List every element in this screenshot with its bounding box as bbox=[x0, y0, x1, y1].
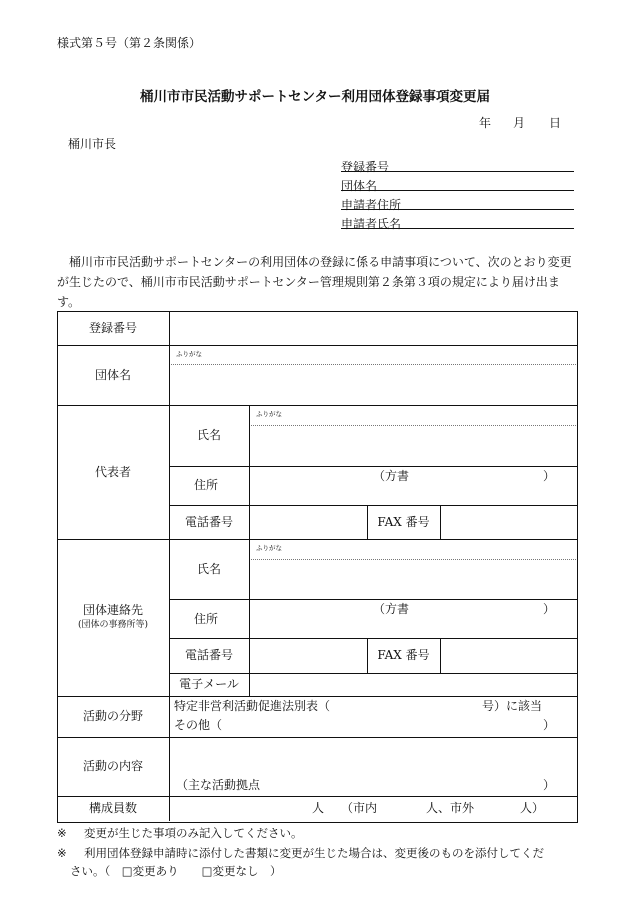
main-base-close: ） bbox=[543, 778, 556, 792]
contact-email-input[interactable] bbox=[250, 674, 576, 696]
npo-law-suffix: 号）に該当 bbox=[482, 699, 543, 713]
other-field-input[interactable] bbox=[228, 717, 538, 735]
contact-email-label: 電子メール bbox=[179, 677, 239, 691]
representative-kata-label: （方書 bbox=[373, 469, 410, 483]
contact-phone-label: 電話番号 bbox=[184, 648, 233, 662]
members-city-in-label: （市内 bbox=[341, 801, 378, 815]
representative-label: 代表者 bbox=[94, 464, 131, 479]
note-2-line-1: 利用団体登録申請時に添付した書類に変更が生じた場合は、変更後のものを添付してくだ bbox=[84, 846, 544, 860]
applicant-registration-number-label: 登録番号 bbox=[341, 160, 390, 174]
note-1-mark: ※ bbox=[57, 826, 67, 840]
group-name-input[interactable] bbox=[170, 366, 576, 404]
members-total-unit: 人 bbox=[312, 801, 325, 815]
addressee: 桶川市長 bbox=[68, 137, 117, 151]
contact-sublabel: (団体の事務所等) bbox=[77, 619, 149, 630]
group-name-furigana-label: ふりがな bbox=[176, 350, 202, 358]
activity-content-label: 活動の内容 bbox=[82, 759, 143, 773]
other-field-label: その他（ bbox=[174, 718, 223, 732]
contact-kata-close: ） bbox=[543, 602, 556, 616]
note-2-mark: ※ bbox=[57, 846, 67, 860]
contact-fax-input[interactable] bbox=[441, 639, 576, 673]
contact-name-label: 氏名 bbox=[196, 561, 221, 576]
form-number: 様式第５号（第２条関係） bbox=[57, 36, 202, 50]
registration-number-label: 登録番号 bbox=[88, 320, 137, 335]
contact-furigana-label: ふりがな bbox=[256, 544, 282, 552]
note-2-line-2: さい。（ □変更あり □変更なし ） bbox=[70, 864, 282, 878]
contact-label-cell bbox=[57, 539, 169, 696]
representative-fax-input[interactable] bbox=[441, 506, 576, 539]
applicant-address-label: 申請者住所 bbox=[341, 198, 402, 212]
applicant-registration-number-field[interactable] bbox=[341, 156, 574, 172]
activity-content-input[interactable] bbox=[170, 738, 576, 774]
representative-phone-label: 電話番号 bbox=[184, 514, 233, 529]
representative-furigana-label: ふりがな bbox=[256, 410, 282, 418]
other-field-close: ） bbox=[543, 718, 556, 732]
document-title: 桶川市市民活動サポートセンター利用団体登録事項変更届 bbox=[139, 89, 491, 105]
body-paragraph: 桶川市市民活動サポートセンターの利用団体の登録に係る申請事項について、次のとおり変更が生じたので、桶川市市民活動サポートセンター管理規則第２条第３項の規定により届け出ます。 bbox=[57, 255, 572, 309]
main-base-label: （主な活動拠点 bbox=[176, 778, 261, 792]
applicant-address-field[interactable] bbox=[341, 194, 574, 210]
representative-fax-label: FAX 番号 bbox=[377, 514, 430, 529]
contact-phone-input[interactable] bbox=[250, 639, 366, 673]
contact-label: 団体連絡先 bbox=[82, 602, 143, 617]
npo-law-label: 特定非営利活動促進法別表（ bbox=[174, 699, 331, 713]
npo-law-number-input[interactable] bbox=[340, 698, 478, 715]
registration-number-input[interactable] bbox=[170, 312, 576, 345]
group-name-label: 団体名 bbox=[94, 367, 131, 382]
date-year: 年 bbox=[479, 116, 492, 130]
date-month: 月 bbox=[513, 116, 526, 130]
members-total-input[interactable] bbox=[180, 798, 308, 819]
contact-address-label: 住所 bbox=[194, 612, 219, 626]
applicant-group-name-label: 団体名 bbox=[341, 179, 378, 193]
members-close-label: 人） bbox=[520, 801, 545, 815]
members-city-out-label: 人、市外 bbox=[426, 801, 475, 815]
activity-field-label: 活動の分野 bbox=[82, 709, 143, 723]
contact-name-input[interactable] bbox=[250, 561, 576, 598]
representative-name-label: 氏名 bbox=[196, 428, 221, 442]
contact-fax-label: FAX 番号 bbox=[377, 648, 430, 662]
representative-address-input[interactable] bbox=[250, 486, 576, 504]
representative-kata-close: ） bbox=[543, 469, 556, 483]
date-day: 日 bbox=[549, 116, 562, 130]
representative-address-label: 住所 bbox=[194, 478, 219, 492]
contact-kata-label: （方書 bbox=[373, 602, 410, 616]
applicant-name-label: 申請者氏名 bbox=[341, 217, 402, 231]
contact-address-input[interactable] bbox=[250, 619, 576, 637]
note-1: 変更が生じた事項のみ記入してください。 bbox=[84, 826, 303, 840]
members-label: 構成員数 bbox=[88, 801, 137, 815]
representative-name-input[interactable] bbox=[250, 427, 576, 465]
representative-phone-input[interactable] bbox=[250, 506, 366, 539]
applicant-name-field[interactable] bbox=[341, 213, 574, 229]
applicant-group-name-field[interactable] bbox=[341, 175, 574, 191]
